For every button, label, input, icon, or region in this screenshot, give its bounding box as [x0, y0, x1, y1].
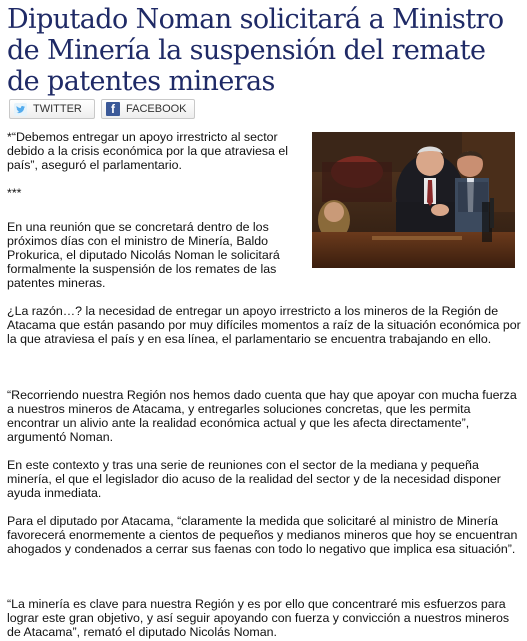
facebook-share-label: FACEBOOK [126, 103, 187, 115]
article-intro: En una reunión que se concretará dentro de los próximos días con el ministro de Minería, Baldo Prokurica, el diputado Nicolás Noman le solicitará formalmente la suspensión de los remates de las patentes mineras. [7, 220, 280, 290]
twitter-icon [14, 103, 27, 116]
article-lead: *“Debemos entregar un apoyo irrestricto al sector debido a la crisis económica por la que atraviesa el país”, aseguró el parlamentario. [7, 130, 289, 172]
article-paragraph: En este contexto y tras una serie de reuniones con el sector de la mediana y pequeña minería, el que el legislador dio acuso de la realidad del sector y de la necesidad disponer ayuda inmediata. [7, 458, 501, 500]
article-paragraph: “La minería es clave para nuestra Región y es por ello que concentraré mis esfuerzos para lograr este gran objetivo, y así seguir apoyando con fuerza y convicción a nuestros mineros de Atacama”, remató el diputado Nicolás Noman. [7, 597, 510, 639]
article-paragraph: ¿La razón…? la necesidad de entregar un apoyo irrestricto a los mineros de la Región de Atacama que están pasando por muy difíciles momentos a raíz de la situación económica por la que atraviesa el país y en esa línea, el parlamentario se encuentra trabajando en ello. [7, 304, 521, 346]
facebook-share-button[interactable] [101, 99, 195, 119]
article-paragraph: “Recorriendo nuestra Región nos hemos dado cuenta que hay que apoyar con mucha fuerza a nuestros mineros de Atacama, y entregarles soluciones concretas, que les permita encontrar un alivio ante la realidad económica actual y que les afecta directamente”, argumentó Noman. [7, 388, 517, 444]
article-paragraph: Para el diputado por Atacama, “claramente la medida que solicitaré al ministro de Minería favorecerá enormemente a cientos de pequeños y medianos mineros que hoy se encuentran ahogados y condenados a cerrar sus faenas con todo lo negativo que implica esa situación”. [7, 514, 518, 556]
twitter-share-label: TWITTER [33, 103, 82, 115]
article-photo [312, 132, 515, 268]
facebook-icon: f [106, 102, 120, 116]
twitter-share-button[interactable] [9, 99, 95, 119]
article-headline: Diputado Noman solicitará a Ministro de Minería la suspensión del remate de patentes mineras [7, 4, 504, 97]
section-separator: *** [7, 186, 22, 200]
